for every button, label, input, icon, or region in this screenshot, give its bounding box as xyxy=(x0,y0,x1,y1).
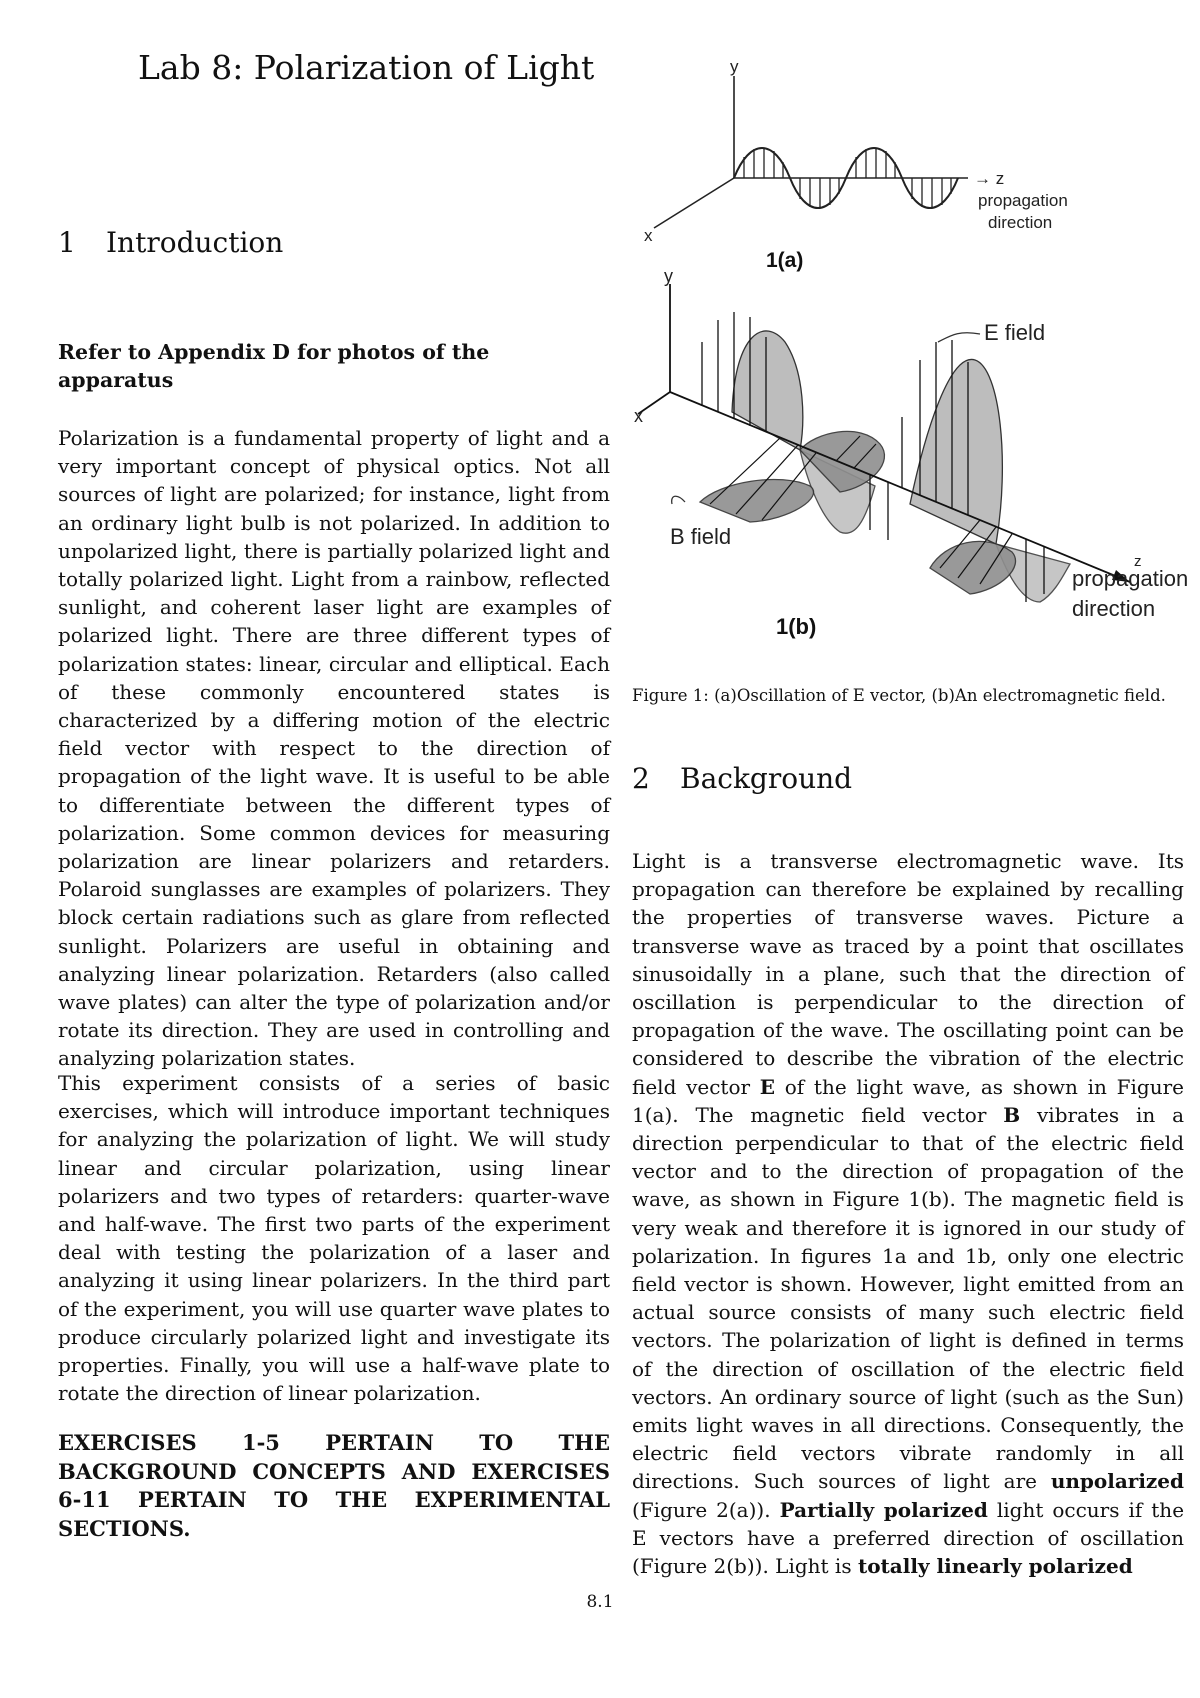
z-axis-label: z xyxy=(1134,553,1142,570)
y-axis-label: y xyxy=(730,57,739,76)
section-heading-background xyxy=(632,762,852,795)
text-run: of the light wave, as shown in Figure 1(a). The magnetic field vector xyxy=(632,1074,1184,1127)
b-field-leader xyxy=(672,496,685,504)
z-axis-label: → z xyxy=(974,169,1005,188)
x-axis-label: x xyxy=(644,226,653,245)
section-number: 2 xyxy=(632,762,650,795)
propagation-label-line1: propagation xyxy=(1072,566,1189,591)
propagation-label-line1: propagation xyxy=(978,191,1068,210)
b-vector-symbol: B xyxy=(1003,1102,1021,1127)
y-axis-label: y xyxy=(664,266,673,286)
page-number: 8.1 xyxy=(586,1592,614,1612)
text-run: Light is a transverse electromagnetic wave. Its propagation can therefore be explained by recalling the properties of transverse waves. Picture a transverse wave as traced by a point that oscillates sinusoidally in a plane, such that the direction of oscillation is perpendicular to the direction of propagation of the wave. The oscillating point can be considered to describe the vibration of the electric field vector xyxy=(632,849,1184,1099)
term-partially-polarized: Partially polarized xyxy=(779,1497,988,1522)
intro-paragraph-1: Polarization is a fundamental property of light and a very important concept of physical optics. Not all sources of light are polarized; for instance, light from an ordinary light bulb is not polarized. In addition to unpolarized light, there is partially polarized light and totally polarized light. Light from a rainbow, reflected sunlight, and coherent laser light are examples of polarized light. There are three different types of polarization states: linear, circular and elliptical. Each of these commonly encountered states is characterized by a differing motion of the electric field vector with respect to the direction of propagation of the light wave. It is useful to be able to differentiate between the different types of polarization. Some common devices for measuring polarization are linear polarizers and retarders. Polaroid sunglasses are examples of polarizers. They block certain radiations such as glare from reflected sunlight. Polarizers are useful in obtaining and analyzing linear polarization. Retarders (also called wave plates) can alter the type of polarization and/or rotate its direction. They are used in controlling and analyzing polarization states. xyxy=(58,426,610,1071)
figure-1a xyxy=(632,54,1102,274)
term-unpolarized: unpolarized xyxy=(1050,1469,1184,1494)
e-vector-symbol: E xyxy=(759,1074,776,1099)
figure-1b xyxy=(634,266,1192,642)
propagation-label-line2: direction xyxy=(988,213,1053,232)
text-run: light occurs if the E vectors have a preferred direction of oscillation (Figure 2(b)). Light is xyxy=(632,1497,1185,1579)
e-field-wave xyxy=(732,331,1070,602)
document-title: Lab 8: Polarization of Light xyxy=(138,48,595,87)
figure-1b-tag: 1(b) xyxy=(776,614,817,639)
section-title: Introduction xyxy=(106,226,284,259)
b-field-label: B field xyxy=(670,524,732,549)
exercises-note: EXERCISES 1-5 PERTAIN TO THE BACKGROUND CONCEPTS AND EXERCISES 6-11 PERTAIN TO THE EXPERIMENTAL SECTIONS. xyxy=(58,1430,610,1541)
section-number: 1 xyxy=(58,226,76,259)
text-run: vibrates in a direction perpendicular to that of the electric field vector and to the direction of propagation of the wave, as shown in Figure 1(b). The magnetic field is very weak and therefore it is ignored in our study of polarization. In figures 1a and 1b, only one electric field vector is shown. However, light emitted from an actual source consists of many such electric field vectors. The polarization of light is defined in terms of the direction of oscillation of the electric field vectors. An ordinary source of light (such as the Sun) emits light waves in all directions. Consequently, the electric field vectors vibrate randomly in all directions. Such sources of light are xyxy=(632,1102,1184,1494)
e-field-label: E field xyxy=(984,320,1046,345)
text-run: (Figure 2(a)). xyxy=(632,1497,771,1522)
term-totally-linearly-polarized: totally linearly polarized xyxy=(857,1554,1133,1579)
propagation-label-line2: direction xyxy=(1072,596,1156,621)
intro-paragraph-2: This experiment consists of a series of basic exercises, which will introduce important techniques for analyzing the polarization of light. We will study linear and circular polarization, using linear polarizers and two types of retarders: quarter-wave and half-wave. The first two parts of the experiment deal with testing the polarization of a laser and analyzing it using linear polarizers. In the third part of the experiment, you will use quarter wave plates to produce circularly polarized light and investigate its properties. Finally, you will use a half-wave plate to rotate the direction of linear polarization. xyxy=(58,1071,610,1406)
section-heading-introduction xyxy=(58,226,283,259)
figure-1-caption: Figure 1: (a)Oscillation of E vector, (b)An electromagnetic field. xyxy=(632,686,1166,705)
figure-1a-tag: 1(a) xyxy=(766,249,804,272)
e-field-leader xyxy=(938,333,980,342)
x-axis xyxy=(654,178,734,228)
section-title: Background xyxy=(680,762,853,795)
appendix-note: Refer to Appendix D for photos of the apparatus xyxy=(58,340,490,392)
x-axis-label: x xyxy=(634,406,643,426)
background-paragraph-1 xyxy=(632,847,1184,1580)
